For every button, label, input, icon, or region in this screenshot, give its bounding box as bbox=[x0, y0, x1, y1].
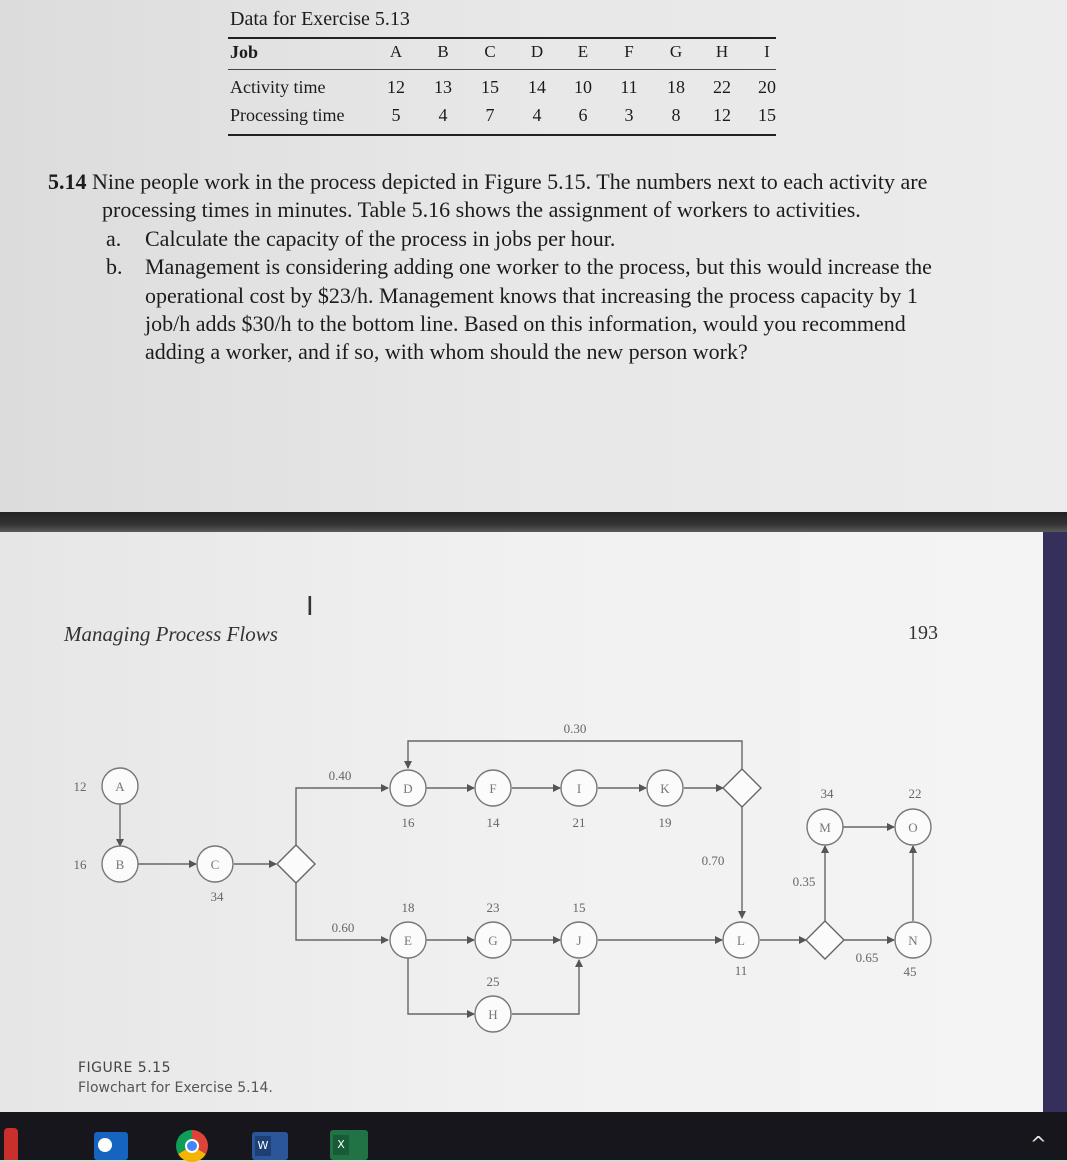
table-cell: 18 bbox=[667, 77, 685, 97]
chrome-icon[interactable] bbox=[176, 1130, 208, 1162]
part-label: b. bbox=[106, 254, 123, 280]
node-label-j: J bbox=[576, 933, 582, 948]
figure-title: FIGURE 5.15 bbox=[78, 1060, 171, 1076]
edge-split-d bbox=[296, 788, 388, 846]
prob-to-l: 0.70 bbox=[701, 853, 725, 868]
table-cell: 20 bbox=[758, 77, 776, 97]
figure-caption bbox=[78, 1058, 273, 1098]
table-cell: 13 bbox=[434, 77, 452, 97]
time-label-i: 21 bbox=[572, 815, 586, 830]
time-label-e: 18 bbox=[401, 900, 415, 915]
table-cell: 7 bbox=[485, 105, 495, 125]
time-label-n: 45 bbox=[903, 964, 917, 979]
node-label-a: A bbox=[115, 779, 125, 794]
node-label-c: C bbox=[210, 857, 220, 872]
time-label-b: 16 bbox=[73, 857, 87, 872]
prob-to-n: 0.65 bbox=[855, 950, 879, 965]
rework-decision-diamond bbox=[723, 769, 761, 807]
part-label: a. bbox=[106, 225, 122, 251]
table-cell: 5 bbox=[391, 105, 401, 125]
split-diamond-2 bbox=[806, 921, 844, 959]
chevron-up-icon[interactable]: ^ bbox=[1030, 1132, 1047, 1156]
time-label-d: 16 bbox=[401, 815, 415, 830]
time-label-k: 19 bbox=[658, 815, 672, 830]
table-cell: 11 bbox=[620, 77, 638, 97]
job-header-cell: I bbox=[764, 42, 770, 61]
node-label-f: F bbox=[489, 781, 497, 796]
job-header-cell: A bbox=[389, 42, 403, 61]
prob-top-branch: 0.40 bbox=[328, 768, 352, 783]
time-label-f: 14 bbox=[486, 815, 500, 830]
table-cell: 8 bbox=[671, 105, 681, 125]
prob-bottom-branch: 0.60 bbox=[331, 920, 355, 935]
time-label-l: 11 bbox=[734, 963, 748, 978]
job-header: Job bbox=[230, 42, 259, 62]
table-cell: 15 bbox=[481, 77, 499, 97]
node-label-o: O bbox=[908, 820, 918, 835]
table-cell: 4 bbox=[438, 105, 448, 125]
table-cell: 22 bbox=[713, 77, 731, 97]
job-header-cell: D bbox=[530, 42, 544, 61]
node-label-n: N bbox=[908, 933, 918, 948]
node-label-b: B bbox=[115, 857, 125, 872]
node-label-m: M bbox=[819, 820, 831, 835]
time-label-h: 25 bbox=[486, 974, 500, 989]
edge-h-j bbox=[512, 960, 579, 1014]
table-cell: 12 bbox=[713, 105, 731, 125]
page-number: 193 bbox=[908, 622, 938, 644]
node-label-l: L bbox=[737, 933, 745, 948]
node-label-i: I bbox=[576, 781, 582, 796]
split-diamond-1 bbox=[277, 845, 315, 883]
node-label-e: E bbox=[404, 933, 412, 948]
time-label-j: 15 bbox=[572, 900, 586, 915]
table-cell: 15 bbox=[758, 105, 776, 125]
job-header-cell: G bbox=[669, 42, 683, 61]
table-cell: 6 bbox=[578, 105, 588, 125]
part-text: Calculate the capacity of the process in jobs per hour. bbox=[145, 225, 616, 251]
table-cell: 10 bbox=[574, 77, 592, 97]
time-label-o: 22 bbox=[908, 786, 922, 801]
node-label-d: D bbox=[403, 781, 413, 796]
prob-to-m: 0.35 bbox=[792, 874, 816, 889]
table-cell: 14 bbox=[528, 77, 546, 97]
app-icon-partial[interactable] bbox=[4, 1128, 18, 1160]
table-title: Data for Exercise 5.13 bbox=[230, 8, 410, 30]
exercise-stem-text: Nine people work in the process depicted in Figure 5.15. The numbers next to each activity are processing times in minutes. Table 5.16 shows the assignment of workers to activities. bbox=[92, 169, 928, 223]
job-header-cell: C bbox=[484, 42, 496, 61]
text-cursor-icon: I bbox=[306, 592, 314, 622]
taskbar bbox=[0, 1112, 1067, 1160]
time-label-m: 34 bbox=[820, 786, 834, 801]
time-label-g: 23 bbox=[486, 900, 500, 915]
running-head: Managing Process Flows bbox=[64, 622, 278, 646]
edge-loop-back bbox=[408, 741, 742, 769]
table-cell: 12 bbox=[387, 77, 405, 97]
edge-e-h bbox=[408, 958, 474, 1014]
time-label-a: 12 bbox=[73, 779, 87, 794]
excel-icon[interactable]: X bbox=[330, 1130, 368, 1160]
job-header-cell: F bbox=[624, 42, 634, 61]
time-label-c: 34 bbox=[210, 889, 224, 904]
row-label: Processing time bbox=[230, 105, 345, 125]
exercise-number: 5.14 bbox=[48, 169, 87, 194]
part-text: Management is considering adding one worker to the process, but this would increase the operational cost by $23/h. Management knows that increasing the process capacity by 1 job/h adds $30/h to the bottom line. Based on this information, would you recommend adding a worker, and if so, with whom should the new person work? bbox=[145, 254, 932, 365]
job-header-cell: B bbox=[437, 42, 449, 61]
job-header-cell: H bbox=[715, 42, 729, 61]
table-cell: 3 bbox=[624, 105, 634, 125]
row-label: Activity time bbox=[230, 77, 326, 97]
job-header-cell: E bbox=[577, 42, 589, 61]
figure-caption-text: Flowchart for Exercise 5.14. bbox=[78, 1080, 273, 1096]
node-label-h: H bbox=[488, 1007, 498, 1022]
node-label-k: K bbox=[660, 781, 670, 796]
outlook-icon[interactable] bbox=[94, 1132, 128, 1160]
prob-loop-back: 0.30 bbox=[563, 721, 587, 736]
word-icon[interactable]: W bbox=[252, 1132, 288, 1160]
table-cell: 4 bbox=[532, 105, 542, 125]
node-label-g: G bbox=[488, 933, 498, 948]
